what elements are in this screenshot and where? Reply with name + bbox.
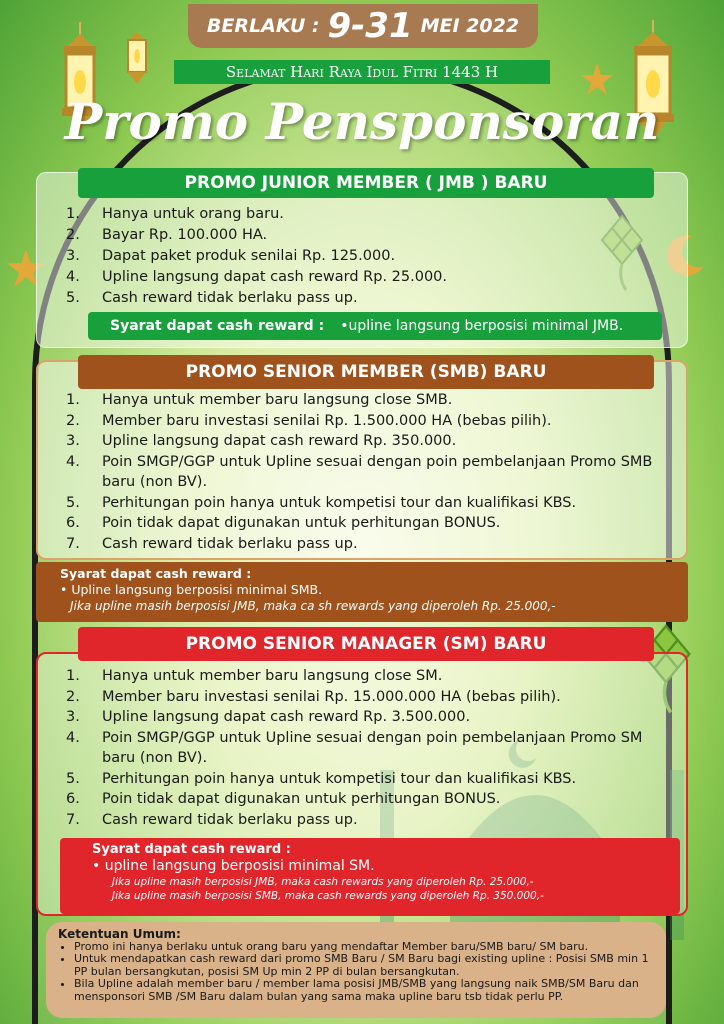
list-item — [66, 452, 666, 493]
item-number: 2. — [66, 227, 80, 243]
item-text: Poin tidak dapat digunakan untuk perhitungan BONUS. — [102, 791, 501, 807]
terms-item: • Untuk mendapatkan cash reward dari promo SMB Baru / SM Baru bagi existing upline : Posisi SMB min 1 PP bulan bersangkutan, posisi SM Up min 2 PP di bulan bersangkutan. — [74, 953, 654, 978]
item-number: 5. — [66, 290, 80, 306]
item-number: 4. — [66, 729, 80, 746]
item-text: Perhitungan poin hanya untuk kompetisi tour dan kualifikasi KBS. — [102, 770, 577, 787]
star-icon — [580, 62, 614, 96]
smb-req-label: Syarat dapat cash reward : — [60, 566, 252, 581]
sm-req-line1: • upline langsung berposisi minimal SM. — [92, 858, 375, 874]
item-number: 5. — [66, 494, 80, 511]
validity-label: BERLAKU : — [206, 15, 320, 37]
list-item — [66, 204, 646, 225]
list-item — [66, 707, 666, 728]
item-number: 7. — [66, 811, 80, 828]
item-text: Poin SMGP/GGP untuk Upline sesuai dengan poin pembelanjaan Promo SMB baru (non BV). — [102, 453, 653, 490]
terms-heading: Ketentuan Umum: — [58, 927, 181, 941]
list-item — [66, 810, 666, 831]
item-text: Upline langsung dapat cash reward Rp. 350.000. — [102, 433, 457, 449]
jmb-list — [66, 204, 646, 309]
item-text: Hanya untuk orang baru. — [102, 206, 284, 222]
item-text: Hanya untuk member baru langsung close SM. — [102, 668, 443, 684]
smb-list — [66, 390, 666, 554]
item-number: 7. — [66, 535, 80, 552]
list-item — [66, 411, 666, 432]
item-text: Bayar Rp. 100.000 HA. — [102, 227, 268, 243]
list-item — [66, 246, 646, 267]
list-item — [66, 431, 666, 452]
jmb-heading: PROMO JUNIOR MEMBER ( JMB ) BARU — [78, 168, 654, 198]
terms-list — [58, 941, 654, 1004]
jmb-req-label: Syarat dapat cash reward : — [110, 318, 325, 334]
item-number: 1. — [66, 668, 80, 684]
list-item — [66, 769, 666, 790]
item-text: Cash reward tidak berlaku pass up. — [102, 811, 358, 828]
eid-greeting: Selamat Hari Raya Idul Fitri 1443 H — [174, 60, 550, 84]
item-text: Cash reward tidak berlaku pass up. — [102, 290, 358, 306]
item-number: 3. — [66, 709, 80, 725]
item-text: Member baru investasi senilai Rp. 1.500.000 HA (bebas pilih). — [102, 412, 552, 429]
sm-req-line3: Jika upline masih berposisi SMB, maka cash rewards yang diperoleh Rp. 350.000,- — [112, 890, 544, 902]
item-text: Cash reward tidak berlaku pass up. — [102, 535, 358, 552]
item-text: Poin tidak dapat digunakan untuk perhitungan BONUS. — [102, 515, 501, 531]
smb-heading: PROMO SENIOR MEMBER (SMB) BARU — [78, 355, 654, 389]
item-number: 4. — [66, 453, 80, 470]
item-text: Hanya untuk member baru langsung close SMB. — [102, 392, 453, 408]
item-text: Perhitungan poin hanya untuk kompetisi tour dan kualifikasi KBS. — [102, 494, 577, 511]
validity-month: MEI 2022 — [420, 15, 520, 37]
item-number: 6. — [66, 791, 80, 807]
list-item — [66, 534, 666, 555]
list-item — [66, 789, 666, 810]
item-number: 4. — [66, 269, 80, 285]
item-number: 6. — [66, 515, 80, 531]
item-number: 2. — [66, 688, 80, 705]
sm-req-label: Syarat dapat cash reward : — [92, 842, 291, 857]
page-title: Promo Pensponsoran — [64, 92, 660, 151]
list-item — [66, 390, 666, 411]
general-terms — [46, 922, 666, 1018]
item-number: 5. — [66, 770, 80, 787]
sm-req-line2: Jika upline masih berposisi JMB, maka cash rewards yang diperoleh Rp. 25.000,- — [112, 876, 534, 888]
item-number: 2. — [66, 412, 80, 429]
item-text: Member baru investasi senilai Rp. 15.000.000 HA (bebas pilih). — [102, 688, 561, 705]
lantern-icon — [124, 30, 150, 86]
list-item — [66, 666, 666, 687]
item-number: 3. — [66, 433, 80, 449]
validity-dates: 9-31 — [327, 6, 413, 46]
sm-requirement — [60, 838, 680, 914]
list-item — [66, 493, 666, 514]
smb-req-line2: Jika upline masih berposisi JMB, maka ca sh rewards yang diperoleh Rp. 25.000,- — [70, 599, 556, 613]
item-text: Upline langsung dapat cash reward Rp. 25.000. — [102, 269, 448, 285]
item-text: Upline langsung dapat cash reward Rp. 3.500.000. — [102, 709, 471, 725]
list-item — [66, 728, 666, 769]
sm-heading: PROMO SENIOR MANAGER (SM) BARU — [78, 627, 654, 661]
item-text: Poin SMGP/GGP untuk Upline sesuai dengan poin pembelanjaan Promo SM baru (non BV). — [102, 729, 643, 766]
terms-item: • Bila Upline adalah member baru / member lama posisi JMB/SMB yang langsung naik SMB/SM Baru dan mensponsori SMB /SM Baru dalam bulan yang sama maka upline baru tsb tidak perlu PP. — [74, 978, 654, 1003]
list-item — [66, 687, 666, 708]
jmb-requirement — [88, 312, 662, 340]
list-item — [66, 225, 646, 246]
item-number: 1. — [66, 392, 80, 408]
terms-item: • Promo ini hanya berlaku untuk orang baru yang mendaftar Member baru/SMB baru/ SM baru. — [74, 941, 654, 954]
smb-requirement — [36, 562, 688, 622]
list-item — [66, 267, 646, 288]
item-number: 1. — [66, 206, 80, 222]
item-text: Dapat paket produk senilai Rp. 125.000. — [102, 248, 396, 264]
list-item — [66, 288, 646, 309]
sm-list — [66, 666, 666, 830]
list-item — [66, 513, 666, 534]
smb-req-line1: • Upline langsung berposisi minimal SMB. — [60, 582, 323, 597]
validity-banner — [188, 4, 538, 48]
jmb-req-text: •upline langsung berposisi minimal JMB. — [340, 318, 624, 334]
item-number: 3. — [66, 248, 80, 264]
